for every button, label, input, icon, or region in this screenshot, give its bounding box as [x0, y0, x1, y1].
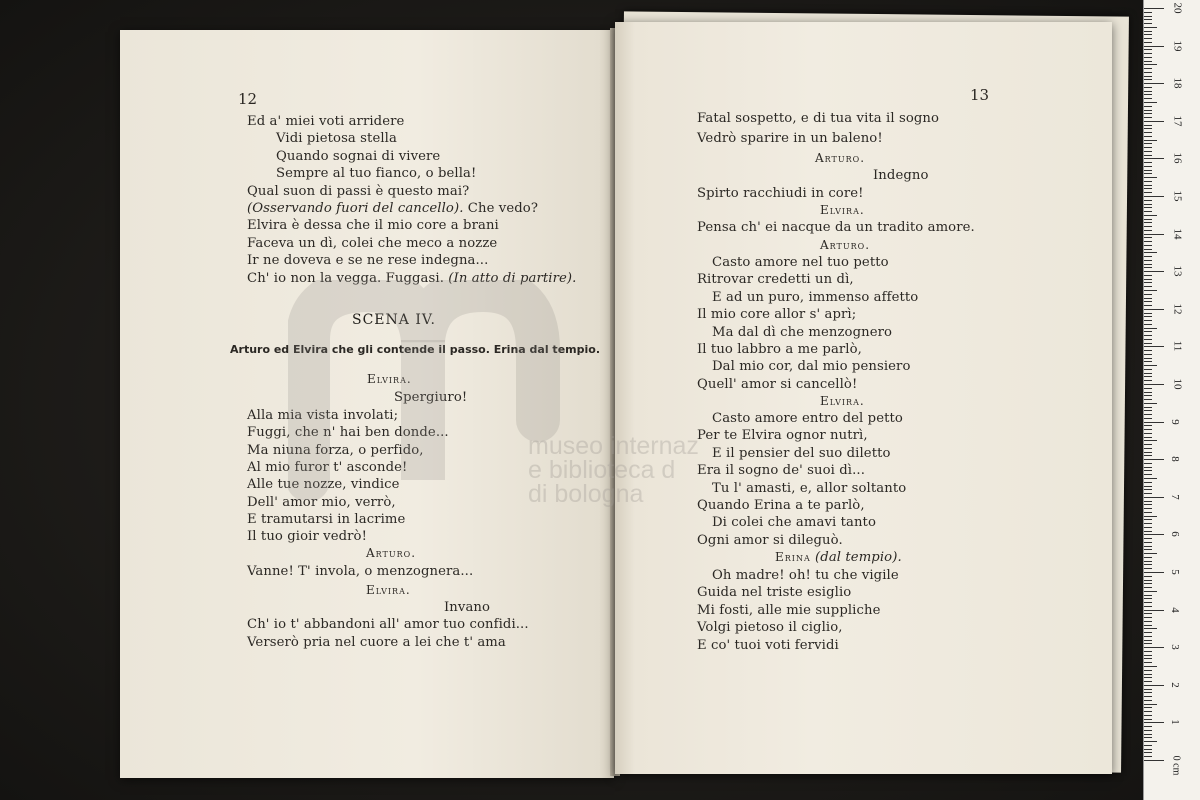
ruler-tick [1144, 418, 1152, 419]
ruler-tick [1144, 271, 1164, 272]
ruler-tick [1144, 361, 1152, 362]
verse-line: Dal mio cor, dal mio pensiero [712, 359, 911, 375]
ruler-tick [1144, 392, 1152, 393]
ruler-tick [1144, 343, 1152, 344]
ruler-tick [1144, 110, 1152, 111]
ruler-tick [1144, 399, 1152, 400]
ruler-tick [1144, 711, 1152, 712]
ruler-tick [1144, 516, 1157, 517]
ruler-tick [1144, 128, 1152, 129]
line-indegno: Indegno [873, 168, 929, 183]
ruler-tick [1144, 256, 1152, 257]
ruler-tick [1144, 31, 1152, 32]
ruler-tick [1144, 286, 1152, 287]
ruler-tick [1144, 162, 1152, 163]
ruler-tick [1144, 264, 1152, 265]
ruler-tick [1144, 170, 1152, 171]
verse-line: Di colei che amavi tanto [712, 515, 876, 531]
page-number-left: 12 [238, 90, 258, 108]
verse-line: Ma niuna forza, o perfido, [247, 442, 424, 458]
ruler-number: 3 [1168, 644, 1181, 650]
verse-line: Quell' amor si cancellò! [697, 376, 858, 392]
ruler-tick [1144, 177, 1157, 178]
ruler-tick [1144, 591, 1157, 592]
ruler-tick [1144, 489, 1152, 490]
ruler-tick [1144, 346, 1164, 347]
ruler-tick [1144, 376, 1152, 377]
ruler-tick [1144, 557, 1152, 558]
ruler-tick [1144, 64, 1157, 65]
ruler-unit: 0 cm [1170, 755, 1182, 776]
ruler-tick [1144, 158, 1164, 159]
ruler-tick [1144, 125, 1152, 126]
ruler-tick [1144, 568, 1152, 569]
ruler-tick [1144, 324, 1152, 325]
ruler-tick [1144, 185, 1152, 186]
ruler-tick [1144, 549, 1152, 550]
ruler-tick [1144, 87, 1152, 88]
ruler-tick [1144, 546, 1152, 547]
verse-line: Sempre al tuo fianco, o bella! [276, 166, 477, 182]
verse-line: Per te Elvira ognor nutrì, [697, 428, 868, 444]
ruler-tick [1144, 463, 1152, 464]
speaker-erina-name: Erina [775, 550, 811, 564]
ruler-tick [1144, 192, 1152, 193]
ruler-tick [1144, 46, 1164, 47]
ruler-tick [1144, 38, 1152, 39]
ruler-tick [1144, 260, 1152, 261]
ruler-tick [1144, 207, 1152, 208]
ruler-tick [1144, 279, 1152, 280]
ruler-tick [1144, 83, 1164, 84]
speaker-erina [775, 550, 902, 565]
watermark-line-1: museo internaz [528, 432, 699, 460]
ruler-tick [1144, 309, 1164, 310]
ruler-tick [1144, 425, 1152, 426]
ruler-tick [1144, 298, 1152, 299]
ruler-tick [1144, 234, 1164, 235]
ruler-tick [1144, 572, 1164, 573]
ruler-tick [1144, 749, 1152, 750]
ruler-tick [1144, 290, 1157, 291]
measurement-ruler [1143, 0, 1200, 800]
page-number-right: 13 [970, 86, 990, 104]
verse-line: Alla mia vista involati; [247, 408, 399, 423]
right-page [615, 22, 1112, 774]
ruler-tick [1144, 230, 1152, 231]
ruler-tick [1144, 523, 1152, 524]
ruler-number: 16 [1171, 152, 1184, 164]
verse-line: Vedrò sparire in un baleno! [697, 131, 883, 146]
ruler-tick [1144, 252, 1157, 253]
stage-note: (Osservando fuori del cancello). [247, 201, 464, 216]
ruler-tick [1144, 316, 1152, 317]
line-invano: Invano [444, 600, 491, 615]
ruler-tick [1144, 102, 1157, 103]
verse-line: Ed a' miei voti arridere [247, 114, 405, 129]
verse-line: Mi fosti, alle mie suppliche [697, 602, 881, 618]
ruler-tick [1144, 388, 1152, 389]
ruler-tick [1144, 354, 1152, 355]
ruler-tick [1144, 444, 1152, 445]
ruler-tick [1144, 429, 1152, 430]
ruler-tick [1144, 497, 1164, 498]
ruler-tick [1144, 628, 1157, 629]
ruler-tick [1144, 437, 1152, 438]
ruler-tick [1144, 737, 1152, 738]
ruler-tick [1144, 681, 1152, 682]
verse-line: Casto amore nel tuo petto [712, 255, 889, 270]
ruler-number: 18 [1171, 77, 1184, 89]
ruler-tick [1144, 587, 1152, 588]
verse-line: Verserò pria nel cuore a lei che t' ama [247, 634, 506, 650]
ruler-tick [1144, 23, 1152, 24]
ruler-tick [1144, 245, 1152, 246]
verse-line: Elvira è dessa che il mio core a brani [247, 218, 499, 234]
verse-line: Ogni amor si dileguò. [697, 532, 843, 548]
ruler-tick [1144, 98, 1152, 99]
ruler-tick [1144, 16, 1152, 17]
verse-line: E il pensier del suo diletto [712, 445, 891, 461]
ruler-tick [1144, 113, 1152, 114]
ruler-tick [1144, 501, 1152, 502]
ruler-tick [1144, 369, 1152, 370]
ruler-tick [1144, 395, 1152, 396]
verse-text: Che vedo? [463, 201, 538, 216]
ruler-tick [1144, 685, 1164, 686]
ruler-number: 11 [1171, 341, 1184, 352]
ruler-tick [1144, 294, 1152, 295]
ruler-tick [1144, 440, 1157, 441]
ruler-tick [1144, 57, 1152, 58]
verse-line [247, 201, 538, 216]
ruler-tick [1144, 621, 1152, 622]
ruler-tick [1144, 249, 1152, 250]
verse-line: Tu l' amasti, e, allor soltanto [712, 480, 907, 496]
ruler-tick [1144, 610, 1164, 611]
ruler-tick [1144, 448, 1152, 449]
verse-line: Al mio furor t' asconde! [247, 459, 408, 475]
speaker-elvira-2: Elvira. [366, 583, 411, 597]
watermark-line-2: e biblioteca d [528, 456, 676, 484]
ruler-number: 7 [1168, 494, 1181, 500]
ruler-tick [1144, 155, 1152, 156]
verse-line: E co' tuoi voti fervidi [697, 637, 839, 653]
ruler-tick [1144, 640, 1152, 641]
ruler-tick [1144, 34, 1152, 35]
ruler-tick [1144, 452, 1152, 453]
speaker-arturo-2: Arturo. [815, 151, 866, 165]
ruler-tick [1144, 745, 1152, 746]
ruler-tick [1144, 335, 1152, 336]
ruler-number: 19 [1171, 40, 1184, 52]
ruler-tick [1144, 384, 1164, 385]
ruler-tick [1144, 455, 1152, 456]
verse-line: Faceva un dì, colei che meco a nozze [247, 235, 498, 251]
verse-line: Ch' io t' abbandoni all' amor tuo confidi... [247, 617, 529, 632]
ruler-tick [1144, 403, 1157, 404]
ruler-tick [1144, 459, 1164, 460]
speaker-elvira-3: Elvira. [820, 203, 865, 217]
ruler-tick [1144, 433, 1152, 434]
ruler-tick [1144, 692, 1152, 693]
line-pensa: Pensa ch' ei nacque da un tradito amore. [697, 220, 975, 235]
verse-line: Ritrovar credetti un dì, [697, 272, 854, 288]
ruler-tick [1144, 151, 1152, 152]
ruler-number: 5 [1168, 569, 1181, 575]
ruler-tick [1144, 493, 1152, 494]
ruler-tick [1144, 722, 1164, 723]
ruler-tick [1144, 760, 1164, 761]
ruler-tick [1144, 422, 1164, 423]
ruler-tick [1144, 553, 1157, 554]
ruler-tick [1144, 482, 1152, 483]
ruler-tick [1144, 677, 1152, 678]
verse-line [247, 271, 576, 286]
ruler-tick [1144, 625, 1152, 626]
ruler-tick [1144, 617, 1152, 618]
ruler-tick [1144, 143, 1152, 144]
ruler-tick [1144, 527, 1152, 528]
ruler-tick [1144, 373, 1152, 374]
line-spergiuro: Spergiuro! [394, 390, 468, 405]
ruler-number: 10 [1171, 378, 1184, 390]
ruler-tick [1144, 474, 1152, 475]
ruler-tick [1144, 580, 1152, 581]
verse-line: Ma dal dì che menzognero [712, 324, 893, 340]
ruler-tick [1144, 53, 1152, 54]
ruler-tick [1144, 741, 1157, 742]
ruler-tick [1144, 583, 1152, 584]
ruler-tick [1144, 173, 1152, 174]
ruler-tick [1144, 726, 1152, 727]
ruler-tick [1144, 380, 1152, 381]
ruler-tick [1144, 719, 1152, 720]
ruler-tick [1144, 508, 1152, 509]
ruler-tick [1144, 636, 1152, 637]
ruler-tick [1144, 674, 1152, 675]
verse-line: Oh madre! oh! tu che vigile [712, 568, 899, 583]
ruler-tick [1144, 76, 1152, 77]
ruler-tick [1144, 470, 1152, 471]
ruler-tick [1144, 715, 1152, 716]
ruler-tick [1144, 305, 1152, 306]
ruler-tick [1144, 666, 1157, 667]
ruler-number: 4 [1168, 606, 1181, 613]
ruler-tick [1144, 61, 1152, 62]
ruler-tick [1144, 282, 1152, 283]
ruler-tick [1144, 117, 1152, 118]
ruler-tick [1144, 365, 1157, 366]
ruler-tick [1144, 8, 1164, 9]
ruler-tick [1144, 655, 1152, 656]
ruler-tick [1144, 662, 1152, 663]
ruler-number: 12 [1171, 303, 1184, 315]
speaker-elvira-4: Elvira. [820, 394, 865, 408]
line-spirto: Spirto racchiudi in core! [697, 186, 864, 201]
ruler-tick [1144, 215, 1157, 216]
ruler-tick [1144, 734, 1152, 735]
ruler-tick [1144, 602, 1152, 603]
verse-text: Ch' io non la vegga. Fuggasi. [247, 270, 449, 286]
ruler-tick [1144, 91, 1152, 92]
ruler-number: 20 [1171, 2, 1184, 14]
ruler-tick [1144, 68, 1152, 69]
ruler-tick [1144, 313, 1152, 314]
ruler-number: 9 [1168, 418, 1181, 425]
ruler-tick [1144, 542, 1152, 543]
ruler-tick [1144, 188, 1152, 189]
verse-line: Vidi pietosa stella [276, 131, 397, 147]
ruler-number: 13 [1171, 265, 1184, 277]
ruler-tick [1144, 519, 1152, 520]
stage-direction: Arturo ed Elvira che gli contende il passo. Erina dal tempio. [230, 343, 600, 356]
verse-line: Alle tue nozze, vindice [247, 477, 400, 493]
watermark-line-3: di bologna [528, 480, 644, 508]
ruler-tick [1144, 49, 1152, 50]
ruler-tick [1144, 410, 1152, 411]
ruler-tick [1144, 576, 1152, 577]
ruler-tick [1144, 166, 1152, 167]
ruler-tick [1144, 136, 1152, 137]
ruler-tick [1144, 730, 1152, 731]
ruler-tick [1144, 358, 1152, 359]
ruler-tick [1144, 132, 1152, 133]
speaker-arturo-1: Arturo. [366, 546, 417, 560]
ruler-number: 14 [1171, 228, 1184, 240]
speaker-elvira-1: Elvira. [367, 372, 412, 386]
ruler-tick [1144, 19, 1152, 20]
verse-line: Guida nel triste esiglio [697, 585, 852, 601]
ruler-tick [1144, 94, 1152, 95]
ruler-tick [1144, 27, 1157, 28]
ruler-tick [1144, 196, 1164, 197]
verse-line: Il mio core allor s' aprì; [697, 307, 857, 323]
verse-line: Volgi pietoso il ciglio, [697, 620, 843, 636]
verse-line: Era il sogno de' suoi dì... [697, 463, 865, 479]
ruler-tick [1144, 512, 1152, 513]
stage-note: (In atto di partire). [448, 270, 577, 286]
verse-line: E ad un puro, immenso affetto [712, 289, 919, 305]
verse-line: Dell' amor mio, verrò, [247, 494, 396, 510]
ruler-number: 1 [1168, 719, 1181, 726]
verse-line: Fuggi, che n' hai ben donde... [247, 425, 449, 441]
ruler-number: 2 [1168, 682, 1181, 688]
ruler-number: 15 [1171, 190, 1184, 202]
ruler-tick [1144, 407, 1152, 408]
ruler-tick [1144, 200, 1152, 201]
verse-line: Ir ne doveva e se ne rese indegna... [247, 253, 489, 269]
ruler-tick [1144, 595, 1152, 596]
verse-line: Casto amore entro del petto [712, 411, 903, 426]
ruler-tick [1144, 658, 1152, 659]
ruler-tick [1144, 106, 1152, 107]
ruler-tick [1144, 237, 1152, 238]
verse-line: Quando sognai di vivere [276, 148, 441, 164]
ruler-number: 6 [1168, 531, 1181, 538]
ruler-tick [1144, 531, 1152, 532]
ruler-tick [1144, 219, 1152, 220]
ruler-tick [1144, 752, 1152, 753]
ruler-tick [1144, 707, 1152, 708]
ruler-tick [1144, 12, 1152, 13]
ruler-tick [1144, 478, 1157, 479]
verse-line: Il tuo gioir vedrò! [247, 529, 367, 545]
ruler-tick [1144, 756, 1152, 757]
ruler-tick [1144, 42, 1152, 43]
ruler-tick [1144, 204, 1152, 205]
ruler-tick [1144, 267, 1152, 268]
ruler-number: 17 [1171, 115, 1184, 127]
ruler-tick [1144, 241, 1152, 242]
verse-line: Quando Erina a te parlò, [697, 498, 865, 513]
ruler-tick [1144, 598, 1152, 599]
left-page [120, 30, 614, 778]
ruler-tick [1144, 147, 1152, 148]
ruler-tick [1144, 704, 1157, 705]
ruler-number: 8 [1168, 456, 1181, 462]
ruler-tick [1144, 121, 1164, 122]
ruler-tick [1144, 504, 1152, 505]
ruler-tick [1144, 301, 1152, 302]
ruler-tick [1144, 651, 1152, 652]
ruler-tick [1144, 632, 1152, 633]
ruler-tick [1144, 643, 1152, 644]
ruler-tick [1144, 534, 1164, 535]
ruler-tick [1144, 275, 1152, 276]
ruler-tick [1144, 211, 1152, 212]
scene-title: SCENA IV. [352, 312, 436, 328]
verse-line: E tramutarsi in lacrime [247, 511, 406, 527]
ruler-tick [1144, 226, 1152, 227]
speaker-erina-note: (dal tempio). [815, 550, 902, 565]
ruler-tick [1144, 222, 1152, 223]
ruler-tick [1144, 613, 1152, 614]
ruler-tick [1144, 328, 1157, 329]
line-vanne: Vanne! T' invola, o menzognera... [247, 564, 474, 579]
speaker-arturo-3: Arturo. [820, 238, 871, 252]
ruler-tick [1144, 320, 1152, 321]
ruler-tick [1144, 350, 1152, 351]
ruler-tick [1144, 181, 1152, 182]
ruler-tick [1144, 564, 1152, 565]
ruler-tick [1144, 79, 1152, 80]
ruler-tick [1144, 647, 1164, 648]
ruler-tick [1144, 561, 1152, 562]
ruler-tick [1144, 689, 1152, 690]
ruler-tick [1144, 696, 1152, 697]
verse-line: Il tuo labbro a me parlò, [697, 342, 862, 357]
ruler-tick [1144, 339, 1152, 340]
verse-line: Fatal sospetto, e di tua vita il sogno [697, 111, 940, 126]
ruler-tick [1144, 140, 1157, 141]
ruler-tick [1144, 414, 1152, 415]
ruler-tick [1144, 700, 1152, 701]
ruler-tick [1144, 486, 1152, 487]
ruler-tick [1144, 72, 1152, 73]
ruler-tick [1144, 606, 1152, 607]
ruler-tick [1144, 670, 1152, 671]
ruler-tick [1144, 331, 1152, 332]
ruler-tick [1144, 467, 1152, 468]
verse-line: Qual suon di passi è questo mai? [247, 183, 470, 199]
ruler-tick [1144, 538, 1152, 539]
